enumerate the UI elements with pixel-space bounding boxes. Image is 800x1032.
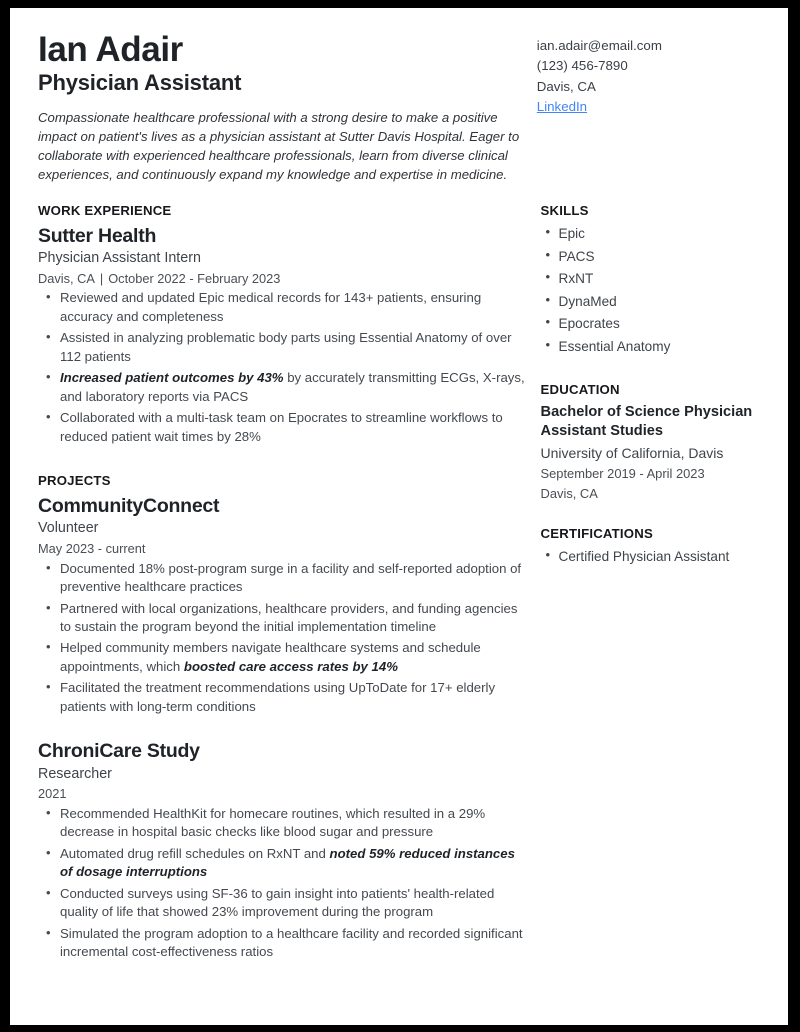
bullet-text-emphasis: Increased patient outcomes by 43% [60, 370, 284, 386]
contact-location: Davis, CA [536, 78, 596, 94]
list-item: • Epocrates [541, 314, 762, 333]
work-experience-entries [38, 224, 529, 446]
education-dates: September 2019 - April 2023 [540, 466, 705, 482]
contact-phone: (123) 456-7890 [536, 58, 628, 74]
entry-meta-separator: | [99, 270, 104, 286]
professional-summary: Compassionate healthcare professional with a strong desire to make a positive impact on patient's lives as a physician assistant at Sutter Davis Hospital. Eager to collaborate with experienced healthcare professionals, learn from diverse clinical experiences, and continuously expand my knowledge and expertise in medicine. [38, 109, 520, 182]
resume-entry [38, 224, 529, 446]
list-item: • RxNT [541, 269, 762, 288]
entry-title: ChroniCare Study [38, 740, 200, 763]
section-projects [38, 473, 529, 961]
entry-title: CommunityConnect [38, 495, 220, 518]
section-certifications [541, 526, 762, 566]
candidate-name: Ian Adair [38, 30, 183, 69]
entry-location: Davis, CA [38, 270, 95, 286]
resume-body [38, 203, 762, 965]
entry-bullet-list [38, 805, 529, 962]
list-item: • Certified Physician Assistant [541, 547, 762, 566]
entry-meta [38, 540, 529, 558]
spacer [38, 450, 529, 473]
bullet-item [38, 639, 529, 676]
resume-entry [38, 739, 529, 961]
main-column [38, 203, 529, 965]
bullet-item [38, 329, 529, 366]
entry-title: Sutter Health [38, 225, 157, 248]
bullet-text-post: Facilitated the treatment recommendations using UpToDate for 17+ elderly patients with long-term conditions [60, 680, 496, 714]
contact-block [537, 30, 762, 117]
entry-role: Volunteer [38, 520, 99, 537]
section-heading-certifications: CERTIFICATIONS [540, 525, 653, 541]
candidate-job-title: Physician Assistant [38, 70, 242, 96]
entry-dates: October 2022 - February 2023 [108, 270, 281, 286]
section-heading-skills: SKILLS [540, 203, 589, 219]
education-degree: Bachelor of Science Physician Assistant Studies [540, 404, 753, 439]
bullet-text-post: Reviewed and updated Epic medical records for 143+ patients, ensuring accuracy and completeness [60, 290, 482, 324]
project-entries [38, 494, 529, 961]
entry-dates: May 2023 - current [38, 540, 146, 556]
list-item: • DynaMed [541, 292, 762, 311]
bullet-text-post: Assisted in analyzing problematic body parts using Essential Anatomy of over 112 patients [60, 330, 512, 364]
linkedin-link[interactable]: LinkedIn [536, 99, 588, 115]
list-item: • Essential Anatomy [541, 337, 762, 356]
bullet-text-post: Collaborated with a multi-task team on Epocrates to streamline workflows to reduced patient wait times by 28% [60, 410, 503, 444]
section-education [541, 382, 762, 503]
spacer [541, 503, 762, 526]
entry-dates: 2021 [38, 786, 67, 802]
bullet-item [38, 600, 529, 637]
bullet-text-post: Documented 18% post-program surge in a facility and self-reported adoption of preventive healthcare practices [60, 560, 522, 595]
bullet-text-pre: Automated drug refill schedules on RxNT and [60, 845, 330, 861]
resume-entry [38, 494, 529, 735]
resume-sheet [10, 8, 788, 1025]
bullet-item [38, 289, 529, 326]
bullet-item [38, 885, 529, 922]
spacer [541, 359, 762, 382]
entry-role: Researcher [38, 765, 112, 782]
spacer [38, 719, 529, 735]
entry-bullet-list [38, 560, 529, 717]
education-school: University of California, Davis [540, 444, 724, 461]
section-skills [541, 203, 762, 356]
side-column [541, 203, 762, 965]
entry-meta [38, 785, 529, 803]
bullet-text-post: Recommended HealthKit for homecare routines, which resulted in a 29% decrease in hospital basic checks like blood sugar and pressure [60, 805, 486, 840]
certifications-list [541, 547, 762, 566]
bullet-text-pre: Helped community members navigate healthcare systems and schedule appointments, which [60, 640, 481, 674]
entry-role: Physician Assistant Intern [38, 250, 201, 267]
bullet-item [38, 679, 529, 716]
bullet-text-emphasis: noted 59% reduced instances of dosage interruptions [60, 845, 515, 880]
entry-bullet-list [38, 289, 529, 446]
bullet-item [38, 409, 529, 446]
bullet-item [38, 560, 529, 597]
bullet-item [38, 925, 529, 962]
list-item: • Epic [541, 224, 762, 243]
skills-list [541, 224, 762, 356]
bullet-text-post: Partnered with local organizations, healthcare providers, and funding agencies to sustain the program beyond the initial implementation timeline [60, 600, 518, 634]
resume-page [10, 8, 788, 1025]
contact-email: ian.adair@email.com [536, 38, 662, 53]
entry-meta [38, 270, 529, 288]
header-identity-block [38, 30, 537, 184]
bullet-text-emphasis: boosted care access rates by 14% [183, 658, 398, 674]
section-work-experience [38, 203, 529, 446]
bullet-item [38, 369, 529, 406]
section-heading-projects: PROJECTS [38, 473, 111, 489]
section-heading-work-experience: WORK EXPERIENCE [38, 203, 172, 219]
resume-header [38, 30, 762, 184]
education-location: Davis, CA [540, 486, 598, 502]
bullet-text-post: Simulated the program adoption to a healthcare facility and recorded significant incremental cost-effectiveness ratios [60, 925, 523, 960]
section-heading-education: EDUCATION [540, 382, 620, 398]
bullet-item [38, 845, 529, 882]
bullet-text-post: by accurately transmitting ECGs, X-rays, and laboratory reports via PACS [60, 370, 525, 404]
bullet-item [38, 805, 529, 842]
list-item: • PACS [541, 247, 762, 266]
bullet-text-post: Conducted surveys using SF-36 to gain insight into patients' health-related quality of life that showed 23% improvement during the program [60, 885, 495, 920]
